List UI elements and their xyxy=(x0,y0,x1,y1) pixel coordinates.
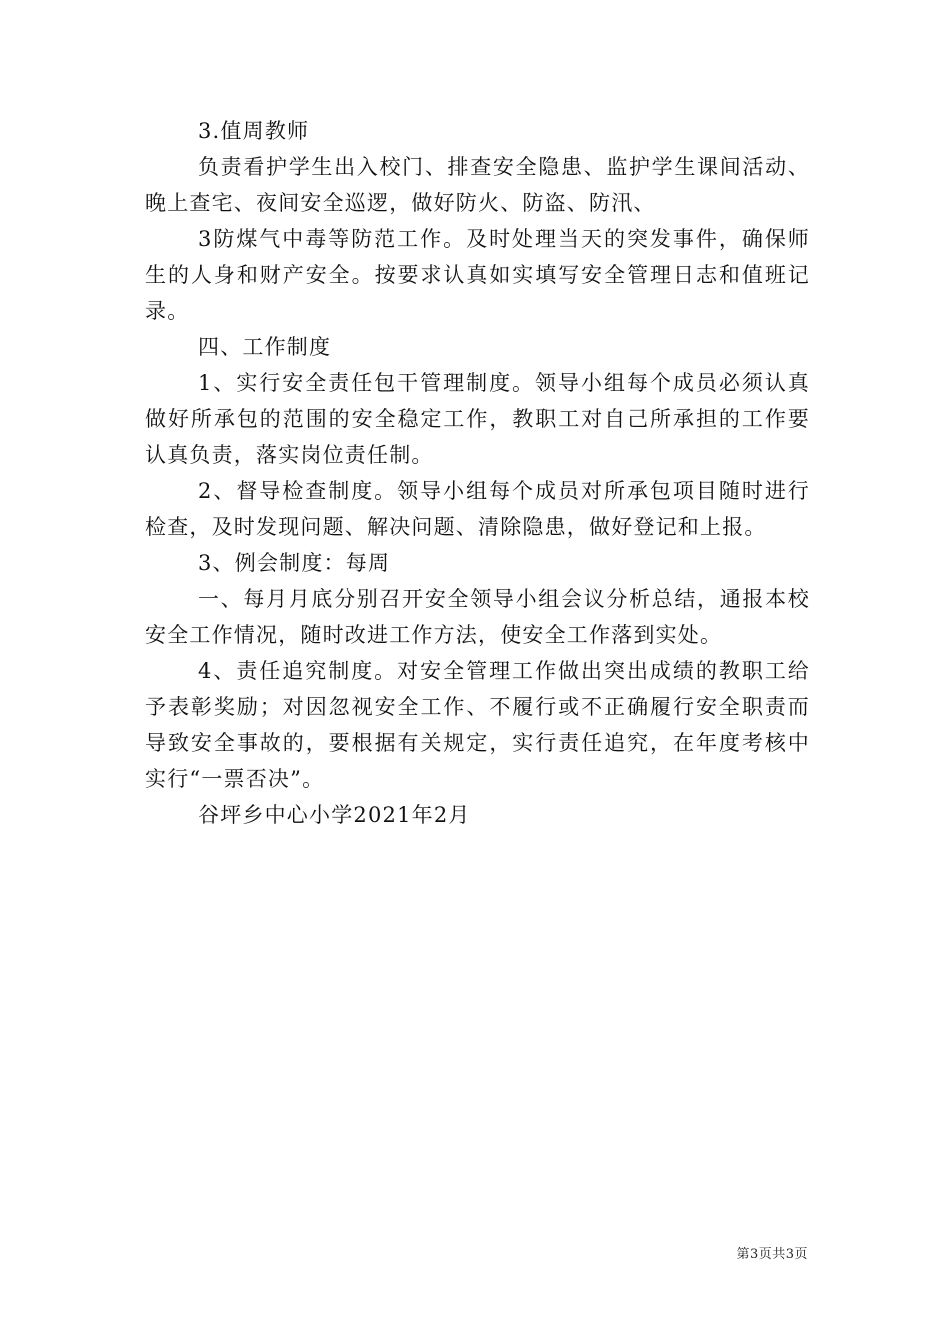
paragraph-duty-responsibilities: 负责看护学生出入校门、排查安全隐患、监护学生课间活动、晚上查宅、夜间安全巡逻，做好防火、防盗、防汛、 xyxy=(145,155,810,215)
paragraph-responsibility-system: 1、实行安全责任包干管理制度。领导小组每个成员必须认真做好所承包的范围的安全稳定工作，教职工对自己所承担的工作要认真负责，落实岗位责任制。 xyxy=(145,371,810,467)
section-heading-duty-teacher: 3.值周教师 xyxy=(198,119,310,143)
document-body xyxy=(145,113,810,833)
paragraph-monthly-meeting: 一、每月月底分别召开安全领导小组会议分析总结，通报本校安全工作情况，随时改进工作方法，使安全工作落到实处。 xyxy=(145,587,810,647)
document-signature-date: 谷坪乡中心小学2021年2月 xyxy=(198,803,471,827)
paragraph-meeting-system: 3、例会制度：每周 xyxy=(198,551,391,575)
paragraph-prevention-work: 3防煤气中毒等防范工作。及时处理当天的突发事件，确保师生的人身和财产安全。按要求认真如实填写安全管理日志和值班记录。 xyxy=(145,227,810,323)
page-number: 第3页共3页 xyxy=(736,1247,808,1262)
paragraph-accountability-system: 4、责任追究制度。对安全管理工作做出突出成绩的教职工给予表彰奖励；对因忽视安全工作、不履行或不正确履行安全职责而导致安全事故的，要根据有关规定，实行责任追究，在年度考核中实行“一票否决”。 xyxy=(145,659,810,791)
section-heading-work-system: 四、工作制度 xyxy=(198,335,332,359)
paragraph-inspection-system: 2、督导检查制度。领导小组每个成员对所承包项目随时进行检查，及时发现问题、解决问题、清除隐患，做好登记和上报。 xyxy=(145,479,810,539)
